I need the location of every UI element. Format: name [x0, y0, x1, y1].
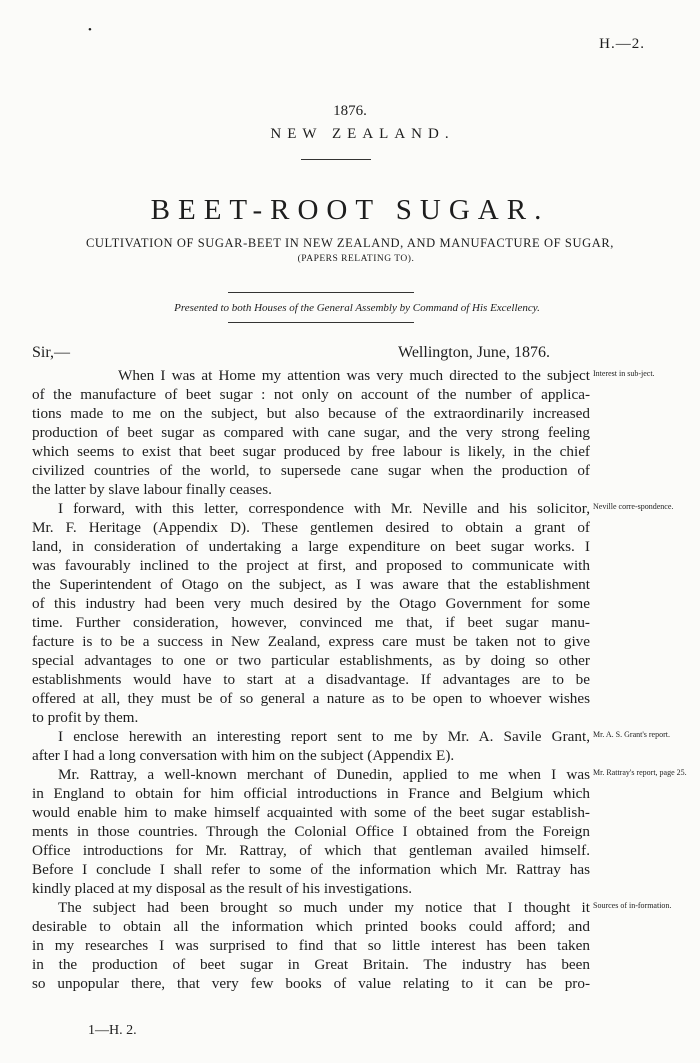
divider-rule [301, 159, 371, 160]
body-line: establishments would have to start at a disadvantage. If advantages are to be [32, 671, 590, 688]
body-line: after I had a long conversation with him on the subject (Appendix E). [32, 747, 455, 764]
body-line: Mr. F. Heritage (Appendix D). These gentlemen desired to obtain a grant of [32, 519, 590, 536]
document-subtitle-note: (PAPERS RELATING TO). [297, 254, 415, 264]
body-line: civilized countries of the world, to supersede cane sugar when the production of [32, 462, 590, 479]
bullet-mark: • [88, 24, 92, 36]
presented-line: Presented to both Houses of the General Assembly by Command of His Excellency. [174, 302, 540, 314]
body-line: production of beet sugar as compared with cane sugar, and the very strong feeling [32, 424, 590, 441]
margin-note: Mr. Rattray's report, page 25. [593, 768, 687, 777]
body-line: facture is to be a success in New Zealand, express care must be taken not to give [32, 633, 590, 650]
document-year: 1876. [333, 103, 367, 119]
document-title: BEET-ROOT SUGAR. [150, 194, 550, 226]
body-line: was favourably inclined to the project at first, and proposed to communicate with [32, 557, 590, 574]
body-line: desirable to obtain all the information which printed books could afford; and [32, 918, 590, 935]
body-line: tions made to me on the subject, but also because of the extraordinarily increased [32, 405, 590, 422]
body-line: When I was at Home my attention was very much directed to the subject [118, 367, 590, 384]
body-line: ments in those countries. Through the Colonial Office I obtained from the Foreign [32, 823, 590, 840]
body-line: Mr. Rattray, a well-known merchant of Dunedin, applied to me when I was [58, 766, 590, 783]
body-line: in the production of beet sugar in Great Britain. The industry has been [32, 956, 590, 973]
body-line: of this industry had been very much desired by the Otago Government for some [32, 595, 590, 612]
body-line: the latter by slave labour finally ceases. [32, 481, 272, 498]
body-line: would enable him to make himself acquainted with some of the beet sugar establish- [32, 804, 590, 821]
letter-salutation: Sir,— [32, 344, 71, 361]
letter-dateline: Wellington, June, 1876. [398, 344, 551, 361]
body-line: offered at all, they must be of so general a nature as to be open to whoever wishes [32, 690, 590, 707]
document-subtitle: CULTIVATION OF SUGAR-BEET IN NEW ZEALAND, AND MANUFACTURE OF SUGAR, [85, 236, 615, 250]
divider-rule [228, 322, 414, 323]
body-line: the Superintendent of Otago on the subject, as I was aware that the establishment [32, 576, 590, 593]
margin-note: Neville corre-spondence. [593, 502, 674, 511]
body-line: in my researches I was surprised to find that so little interest has been taken [32, 937, 590, 954]
body-line: Before I conclude I shall refer to some of the information which Mr. Rattray has [32, 861, 590, 878]
document-country: NEW ZEALAND. [270, 126, 455, 142]
body-line: which seems to exist that beet sugar produced by free labour is likely, in the chief [32, 443, 590, 460]
divider-rule [228, 292, 414, 293]
body-line: land, in consideration of undertaking a large expenditure on beet sugar works. I [32, 538, 590, 555]
margin-note: Interest in sub-ject. [593, 369, 655, 378]
body-line: I enclose herewith an interesting report sent to me by Mr. A. Savile Grant, [58, 728, 590, 745]
body-line: so unpopular there, that very few books of value relating to it can be pro- [32, 975, 590, 992]
body-line: I forward, with this letter, correspondence with Mr. Neville and his solicitor, [58, 500, 590, 517]
body-line: kindly placed at my disposal as the result of his investigations. [32, 880, 413, 897]
page-signature: 1—H. 2. [88, 1023, 137, 1038]
body-line: The subject had been brought so much under my notice that I thought it [58, 899, 590, 916]
page-reference: H.—2. [599, 36, 645, 52]
body-line: of the manufacture of beet sugar : not only on account of the number of applica- [32, 386, 590, 403]
margin-note: Mr. A. S. Grant's report. [593, 730, 670, 739]
margin-note: Sources of in-formation. [593, 901, 672, 910]
body-line: time. Further consideration, however, convinced me that, if beet sugar manu- [32, 614, 590, 631]
body-line: special advantages to one or two particular establishments, as by doing so other [32, 652, 590, 669]
body-line: in England to obtain for him official introductions in France and Belgium which [32, 785, 590, 802]
body-line: to profit by them. [32, 709, 139, 726]
body-line: Office introductions for Mr. Rattray, of which that gentleman availed himself. [32, 842, 590, 859]
